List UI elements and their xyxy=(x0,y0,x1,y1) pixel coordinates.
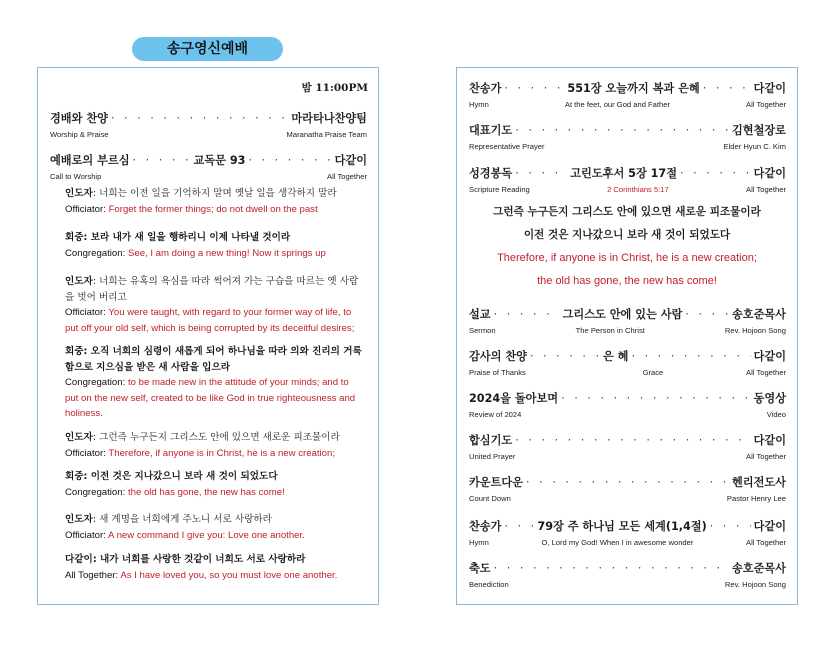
program-item-review-2024: 2024을 돌아보며 · · · 동영상 Review of 2024 Video xyxy=(469,390,786,419)
program-item-countdown: 카운트다운 · · · 헨리전도사 Count Down Pastor Henry Lee xyxy=(469,474,786,503)
program-item-hymn-551: 찬송가 · · · 551장 오늘까지 복과 은혜 · · · 다같이 Hymn At the feet, our God and Father All Together xyxy=(469,80,786,109)
left-program-panel xyxy=(37,67,379,605)
program-item-call-to-worship: 예배로의 부르심 · · · 교독문 93 · · · 다같이 Call to Worship All Together xyxy=(50,152,367,181)
responsive-reading-7: 인도자: 새 계명을 너희에게 주노니 서로 사랑하라 Officiator: A new command I give you: Love one another. xyxy=(65,514,305,541)
program-item-sermon: 설교 · · · 그리스도 안에 있는 사람 · · · 송호준목사 Sermon The Person in Christ Rev. Hojoon Song xyxy=(469,306,786,335)
right-program-panel xyxy=(456,67,798,605)
service-time: 밤 11:00PM xyxy=(301,82,368,94)
scripture-text: 그런즉 누구든지 그리스도 안에 있으면 새로운 피조물이라 이전 것은 지나갔으니 보라 새 것이 되었도다 Therefore, if anyone is in Christ, he is a new creation; the old has gone, the new has come! xyxy=(493,206,761,287)
program-item-benediction: 축도 · · · 송호준목사 Benediction Rev. Hojoon Song xyxy=(469,560,786,589)
program-item-representative-prayer: 대표기도 · · · 김현철장로 Representative Prayer Elder Hyun C. Kim xyxy=(469,122,786,151)
responsive-reading-6: 회중: 이전 것은 지나갔으니 보라 새 것이 되었도다 Congregation: the old has gone, the new has come! xyxy=(65,471,285,498)
program-item-hymn-79: 찬송가 · · · 79장 주 하나님 모든 세계(1,4절) · · · 다같이 Hymn O, Lord my God! When I in awesome wonder All Together xyxy=(469,518,786,547)
responsive-reading-1: 인도자: 너희는 이전 일을 기억하지 말며 옛날 일을 생각하지 말라 Officiator: Forget the former things; do not dwell on the past xyxy=(65,188,337,215)
program-item-scripture: 성경봉독 · · · 고린도후서 5장 17절 · · · 다같이 Scripture Reading 2 Corinthians 5:17 All Together xyxy=(469,165,786,194)
responsive-reading-4: 회중: 오직 너희의 심령이 새롭게 되어 하나님을 따라 의와 진리의 거룩함으로 지으심을 받은 새 사람을 입으라 Congregation: to be made new in the attitude of your minds; and to put on the new self, created to be like God in true righteousness and holiness. xyxy=(65,346,362,419)
responsive-reading-3: 인도자: 너희는 유혹의 욕심을 따라 썩어져 가는 구습을 따르는 옛 사람을 벗어 버리고 Officiator: You were taught, with regard to your former way of life, to put off your old self, which is being corrupted by its deceitful desires; xyxy=(65,276,359,334)
responsive-reading-8: 다같이: 내가 너희를 사랑한 것같이 너희도 서로 사랑하라 All Together: As I have loved you, so you must love one another. xyxy=(65,554,338,581)
program-item-worship: 경배와 찬양 · · · 마라타나찬양팀 Worship & Praise Maranatha Praise Team xyxy=(50,110,367,139)
program-item-praise-of-thanks: 감사의 찬양 · · · 은 혜 · · · 다같이 Praise of Thanks Grace All Together xyxy=(469,348,786,377)
program-item-united-prayer: 합심기도 · · · 다같이 United Prayer All Together xyxy=(469,432,786,461)
responsive-reading-2: 회중: 보라 내가 새 일을 행하리니 이제 나타낼 것이라 Congregation: See, I am doing a new thing! Now it springs up xyxy=(65,232,326,259)
responsive-reading-5: 인도자: 그런즉 누구든지 그리스도 안에 있으면 새로운 피조물이라 Officiator: Therefore, if anyone is in Christ, he is a new creation; xyxy=(65,432,340,459)
service-title: 송구영신예배 xyxy=(132,37,283,61)
